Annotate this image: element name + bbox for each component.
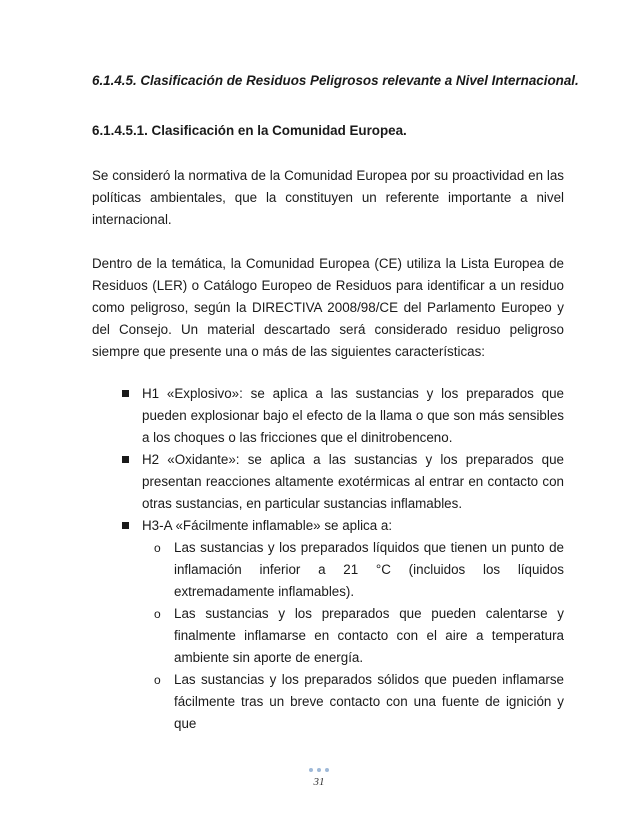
dot: [309, 768, 313, 772]
page-number: 31: [313, 776, 325, 788]
paragraph-ce: Dentro de la temática, la Comunidad Europea (CE) utiliza la Lista Europea de Residuos (LER) o Catálogo Europeo de Residuos para identificar a un residuo como peligroso, según la DIRECTIVA 2008/98/CE del Parlamento Europeo y del Consejo. Un material descartado será considerado residuo peligroso siempre que presente una o más de las siguientes características:: [92, 256, 564, 359]
paragraph-intro: Se consideró la normativa de la Comunidad Europea por su proactividad en las políticas ambientales, que la constituyen un referente importante a nivel internacional.: [92, 168, 564, 227]
circle-bullet-icon: o: [154, 541, 161, 555]
list-item-h1: [92, 383, 564, 449]
square-bullet-icon: [122, 390, 129, 397]
sublist-item-text: Las sustancias y los preparados líquidos que tienen un punto de inflamación inferior a 21 °C (incluidos los líquidos extremadamente inflamables).: [174, 540, 564, 599]
sublist-item-text: Las sustancias y los preparados que pueden calentarse y finalmente inflamarse en contacto con el aire a temperatura ambiente sin aporte de energía.: [174, 606, 564, 665]
list-item-text: H3-A «Fácilmente inflamable» se aplica a:: [142, 518, 393, 533]
square-bullet-icon: [122, 456, 129, 463]
section-heading: 6.1.4.5. Clasificación de Residuos Peligrosos relevante a Nivel Internacional.: [92, 73, 579, 88]
sublist-item: [142, 603, 564, 669]
footer-dots-icon: [0, 768, 638, 774]
characteristics-list: [92, 383, 564, 735]
document-body: [92, 70, 579, 735]
dot: [325, 768, 329, 772]
circle-bullet-icon: o: [154, 673, 161, 687]
list-item-text: H1 «Explosivo»: se aplica a las sustancias y los preparados que pueden explosionar bajo el efecto de la llama o que son más sensibles a los choques o las fricciones que el dinitrobenceno.: [142, 386, 564, 445]
list-item-h2: [92, 449, 564, 515]
circle-bullet-icon: o: [154, 607, 161, 621]
h3a-sublist: [142, 537, 564, 735]
list-item-h3a: [92, 515, 564, 735]
list-item-text: H2 «Oxidante»: se aplica a las sustancias y los preparados que presentan reacciones altamente exotérmicas al entrar en contacto con otras sustancias, en particular sustancias inflamables.: [142, 452, 564, 511]
dot: [317, 768, 321, 772]
subsection-heading: 6.1.4.5.1. Clasificación en la Comunidad Europea.: [92, 123, 407, 138]
square-bullet-icon: [122, 522, 129, 529]
sublist-item-text: Las sustancias y los preparados sólidos que pueden inflamarse fácilmente tras un breve contacto con una fuente de ignición y que: [174, 672, 564, 731]
page-footer: [0, 768, 638, 788]
sublist-item: [142, 669, 564, 735]
sublist-item: [142, 537, 564, 603]
